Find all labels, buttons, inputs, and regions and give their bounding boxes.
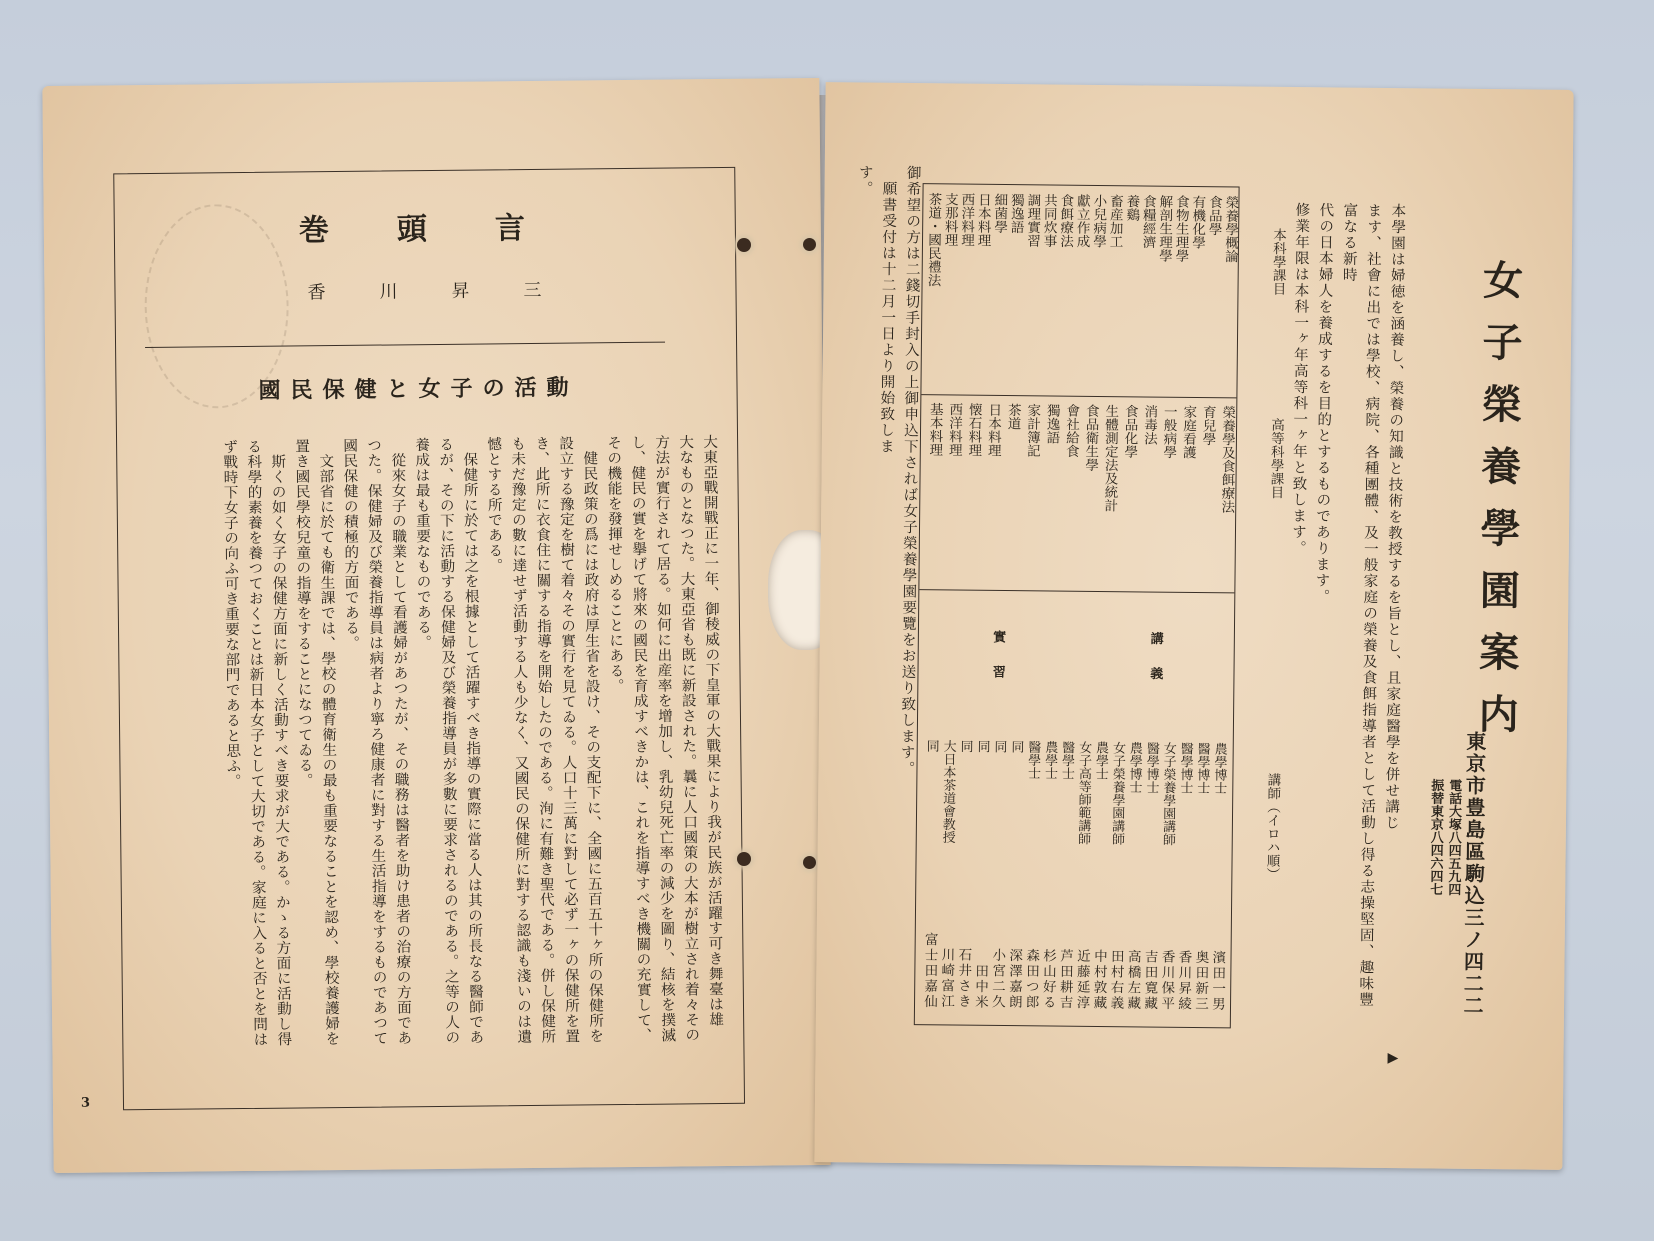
lecturer-name: 田村右義 [1107,949,1124,1012]
subject-item: 獻立作成 [1073,193,1091,248]
article-paragraph: 健民政策の爲には政府は厚生省を設け、その支配下に、全國に五百五十ヶ所の保健所を [581,435,605,1044]
lecturer-name: 香川昇綾 [1175,949,1192,1012]
article-paragraph: 保健所に於ては之を根據として活躍すべき指導の實際に當る人は其の所長なる醫師であ [461,436,485,1045]
lecturer-name: 芦田耕吉 [1056,948,1074,1011]
page-header-author: 香川昇三 [307,279,596,304]
subject-item: 獨逸語 [1043,403,1060,445]
lecturer-name: 香川保平 [1158,949,1175,1012]
binding-hole [737,852,751,866]
page-header-title: 巻頭言 [298,210,594,249]
subject-item: 調理實習 [1023,193,1041,248]
article-paragraph: つた。保健婦及び榮養指導員は病者より寧ろ健康者に對する生活指導をするものであつて [365,437,389,1046]
lecturer-name: 小宮二久 [988,947,1006,1011]
article-paragraph: き、此所に衣食住に關する指導を開始したのである。洵に有難き聖代である。併し保健所 [533,435,557,1044]
lecturer-title: 農學士 [1092,740,1109,781]
lecturer-name: 森田つ郎 [1022,948,1040,1011]
lecturer-entry [1090,741,1108,1011]
lecturer-name: 田中米 [971,963,989,1010]
lecturer-columns [921,739,1227,1012]
lecturer-entry [955,740,973,1010]
lecturer-entry [1158,742,1176,1012]
subject-item: 茶道・國民禮法 [924,192,942,287]
article-paragraph: も未だ豫定の數に達せず活動する人も少なく、又國民の保健所に對する認識も淺いのは遺 [509,436,533,1045]
lecturer-name: 高橋左藏 [1124,949,1141,1012]
subject-item: 細菌學 [991,192,1008,234]
lecturer-entry [1175,742,1193,1012]
lecturer-list [915,589,1281,1027]
subject-item: 解剖生理學 [1155,194,1173,263]
lecturer-title: 醫學博士 [1177,741,1193,794]
article-paragraph: 斯くの如く女子の保健方面に新しく活動すべき要求が大である。かゝる方面に活動し得 [269,438,293,1047]
subject-item: 一般病學 [1160,404,1177,459]
subject-item: 茶道 [1004,403,1021,431]
subject-item: 食物生理學 [1172,194,1190,263]
lecturer-title: 女子高等師範講師 [1075,740,1092,845]
article-paragraph: 方法が實行されて居る。如何に出産率を增加し、乳幼兒死亡率の減少を圖り、結核を撲滅 [653,434,677,1043]
subject-item: 西洋料理 [945,402,963,457]
article-paragraph: 設立する豫定を樹て着々その實行を見てゐる。人口十三萬に對して必ず一ヶの保健所を置 [557,435,581,1044]
main-subjects-label: 本科學課目 [1269,227,1287,296]
lecturer-name: 濱田一男 [1208,950,1226,1013]
lecturer-entry [1056,741,1074,1011]
article-paragraph: 國民保健の積極的方面である。 [341,437,361,651]
intro-line: 代の日本婦人を養成するを目的とするものであります。 [1313,202,1335,605]
article-paragraph: 憾とする所である。 [485,436,504,574]
lecturer-title: 醫學博士 [1194,742,1210,795]
subject-item: 小兒病學 [1089,193,1107,249]
lecturer-name: 富士田嘉仙 [920,931,938,1010]
lecturer-name: 杉山好る [1039,948,1057,1011]
lecturer-entry [989,740,1007,1010]
subject-item: 養鷄 [1123,194,1140,222]
lecturer-entry [972,740,990,1010]
lecturer-title: 醫學士 [1058,740,1075,780]
phone-block [1425,778,1462,895]
phone-line: 振替東京八四六四七 [1427,778,1444,896]
article-paragraph: 文部省に於ても衛生課では、學校の體育衛生の最も重要なることを認め、學校養護婦を [317,438,341,1047]
article-body [136,434,728,1095]
lecturer-title: 農學士 [1041,740,1058,780]
brochure-title: 女子榮養學園案内 [1471,258,1524,756]
binding-hole [803,238,816,251]
lecturer-title: 同 [923,739,939,753]
phone-line: 電話大塚八四五九四 [1445,778,1462,896]
advanced-subjects-label: 高等科學課目 [1267,417,1285,499]
subject-item: 食餌療法 [1056,193,1074,248]
subject-item: 日本料理 [984,402,1002,457]
school-address: 東京市豊島區駒込三ノ四二二 [1459,730,1487,1018]
advanced-subjects-list [919,394,1285,593]
lecturer-name: 深澤嘉朗 [1005,948,1023,1011]
lecturer-section-labels [918,629,1234,702]
binding-hole [803,856,816,869]
lecturer-entry [1023,740,1041,1010]
subject-item: 共同炊事 [1040,193,1058,248]
intro-line: 本學園は婦徳を涵養し、榮養の知識と技術を教授するを旨とし、且家庭醫學を併せ講じ [1382,203,1407,832]
article-paragraph: 大なものとなつた。大東亞省も既に新設された。曩に人口國策の大本が樹立され着々その [677,434,701,1043]
lecturer-name: 石井さき [954,947,972,1010]
subject-item: 家庭看護 [1179,404,1197,460]
article-paragraph: その機能を發揮せしめることにある。 [605,435,625,694]
subject-item: 有機化學 [1188,194,1206,250]
lecturer-title: 同 [974,739,990,753]
lecturer-name: 近藤延淳 [1073,948,1091,1011]
curriculum-box [914,183,1287,1028]
lecturer-section: 實習 [989,629,1006,701]
article-paragraph: る科學的素養を養つておくことは新日本女子として大切である。家庭に入ると否とを問は [245,438,269,1047]
lecturer-entry [1073,741,1091,1011]
binding-hole [737,238,751,252]
lecturer-entry [1124,741,1142,1011]
subject-item: 西洋料理 [957,192,975,247]
intro-line: ます、社會に出では學校、病院、各種團體、及一般家庭の榮養及食餌指導者として活動し得る志操堅固、趣味豐富なる新時 [1340,202,1383,1008]
lecturer-section: 講義 [1146,631,1163,702]
subject-item: 基本料理 [926,402,943,457]
subject-item: 會社給食 [1062,403,1080,458]
article-title: 國民保健と女子の活動 [258,374,579,404]
lecturer-title: 同 [957,739,973,753]
application-line: 願書受付は十二月一日より開始致しま [877,164,898,455]
lecturer-title: 同 [1008,740,1024,754]
subject-item: 食品衛生學 [1082,403,1099,472]
lecturer-title: 醫學士 [1025,740,1041,780]
lecturer-entry [1209,742,1227,1012]
application-notice [816,164,925,1045]
lecturer-entry [1192,742,1210,1012]
lecturer-name: 奥田新三 [1191,950,1209,1013]
article-paragraph: 從來女子の職業として看護婦があつたが、その職務は醫者を助け患者の治療の方面であ [389,437,413,1046]
lecturer-entry [921,739,939,1009]
subject-item: 榮養學及食餌療法 [1218,405,1236,514]
subject-item: 食品化學 [1121,404,1138,459]
lecturer-entry [1006,740,1024,1010]
subject-item: 食品學 [1205,195,1223,236]
article-paragraph: るが、その下に活動する保健婦及び榮養指導員が多數に要求されるのである。之等の人の [437,436,461,1045]
intro-text [1231,201,1410,1023]
lecturer-title: 大日本茶道會教授 [939,739,956,844]
page-number: 3 [80,1095,91,1111]
right-page [814,82,1573,1170]
lecturer-name: 中村敦藏 [1090,948,1107,1012]
lecturer-title: 農學博士 [1211,742,1227,795]
subject-item: 支那料理 [941,192,959,247]
subject-item: 生體測定法及統計 [1101,404,1119,513]
article-paragraph: 置き國民學校兒童の指導をすることになつてゐる。 [293,438,314,789]
intro-line: 修業年限は本科一ヶ年高等科一ヶ年と致します。 [1289,202,1311,557]
subject-item: 榮養學概論 [1221,195,1239,263]
article-paragraph: 養成は最も重要なものである。 [413,437,433,651]
subject-item: 家計簿記 [1023,403,1041,458]
article-paragraph: し、健民の實を擧げて將來の國民を育成すべきかは、これを指導すべき機關の充實して、 [629,434,653,1043]
lecturer-name: 吉田寛藏 [1141,949,1158,1012]
lecturer-name: 川崎富江 [937,947,955,1010]
lecturer-entry [1040,740,1058,1010]
application-line: 御希望の方は二錢切手封入の上御申込下されば女子榮養學園要覽をお送り致します。 [898,164,922,777]
subject-item: 懐石料理 [965,402,982,457]
left-page [42,78,830,1173]
lecturer-entry [938,739,956,1009]
page-turn-mark: ▶ [1387,1050,1399,1067]
subject-item: 獨逸語 [1007,193,1025,234]
application-line: す。 [856,164,874,197]
subject-item: 育兒學 [1199,405,1216,446]
lecturer-entry [1141,741,1159,1011]
subject-item: 消毒法 [1140,404,1158,446]
main-subjects-list [921,184,1287,398]
subject-item: 日本料理 [974,192,992,247]
lecturer-title: 農學博士 [1126,741,1143,794]
lecturer-title: 女子榮養學園講師 [1109,741,1126,846]
subject-item: 食糧經濟 [1139,194,1157,249]
lecturer-title: 女子榮養學園講師 [1159,741,1176,846]
article-paragraph: ず戰時下女子の向ふ可き重要な部門であると思ふ。 [221,439,242,789]
lecturer-title: 同 [991,739,1007,754]
subject-item: 畜産加工 [1106,194,1124,249]
article-paragraph: 大東亞戰開戰正に一年、御稜威の下皇軍の大戰果により我が民族が活躍す可き舞臺は雄 [701,434,725,1027]
lecturer-title: 醫學博士 [1143,741,1159,794]
lecturers-label: 講師（イロハ順） [1263,772,1281,881]
lecturer-entry [1107,741,1125,1011]
